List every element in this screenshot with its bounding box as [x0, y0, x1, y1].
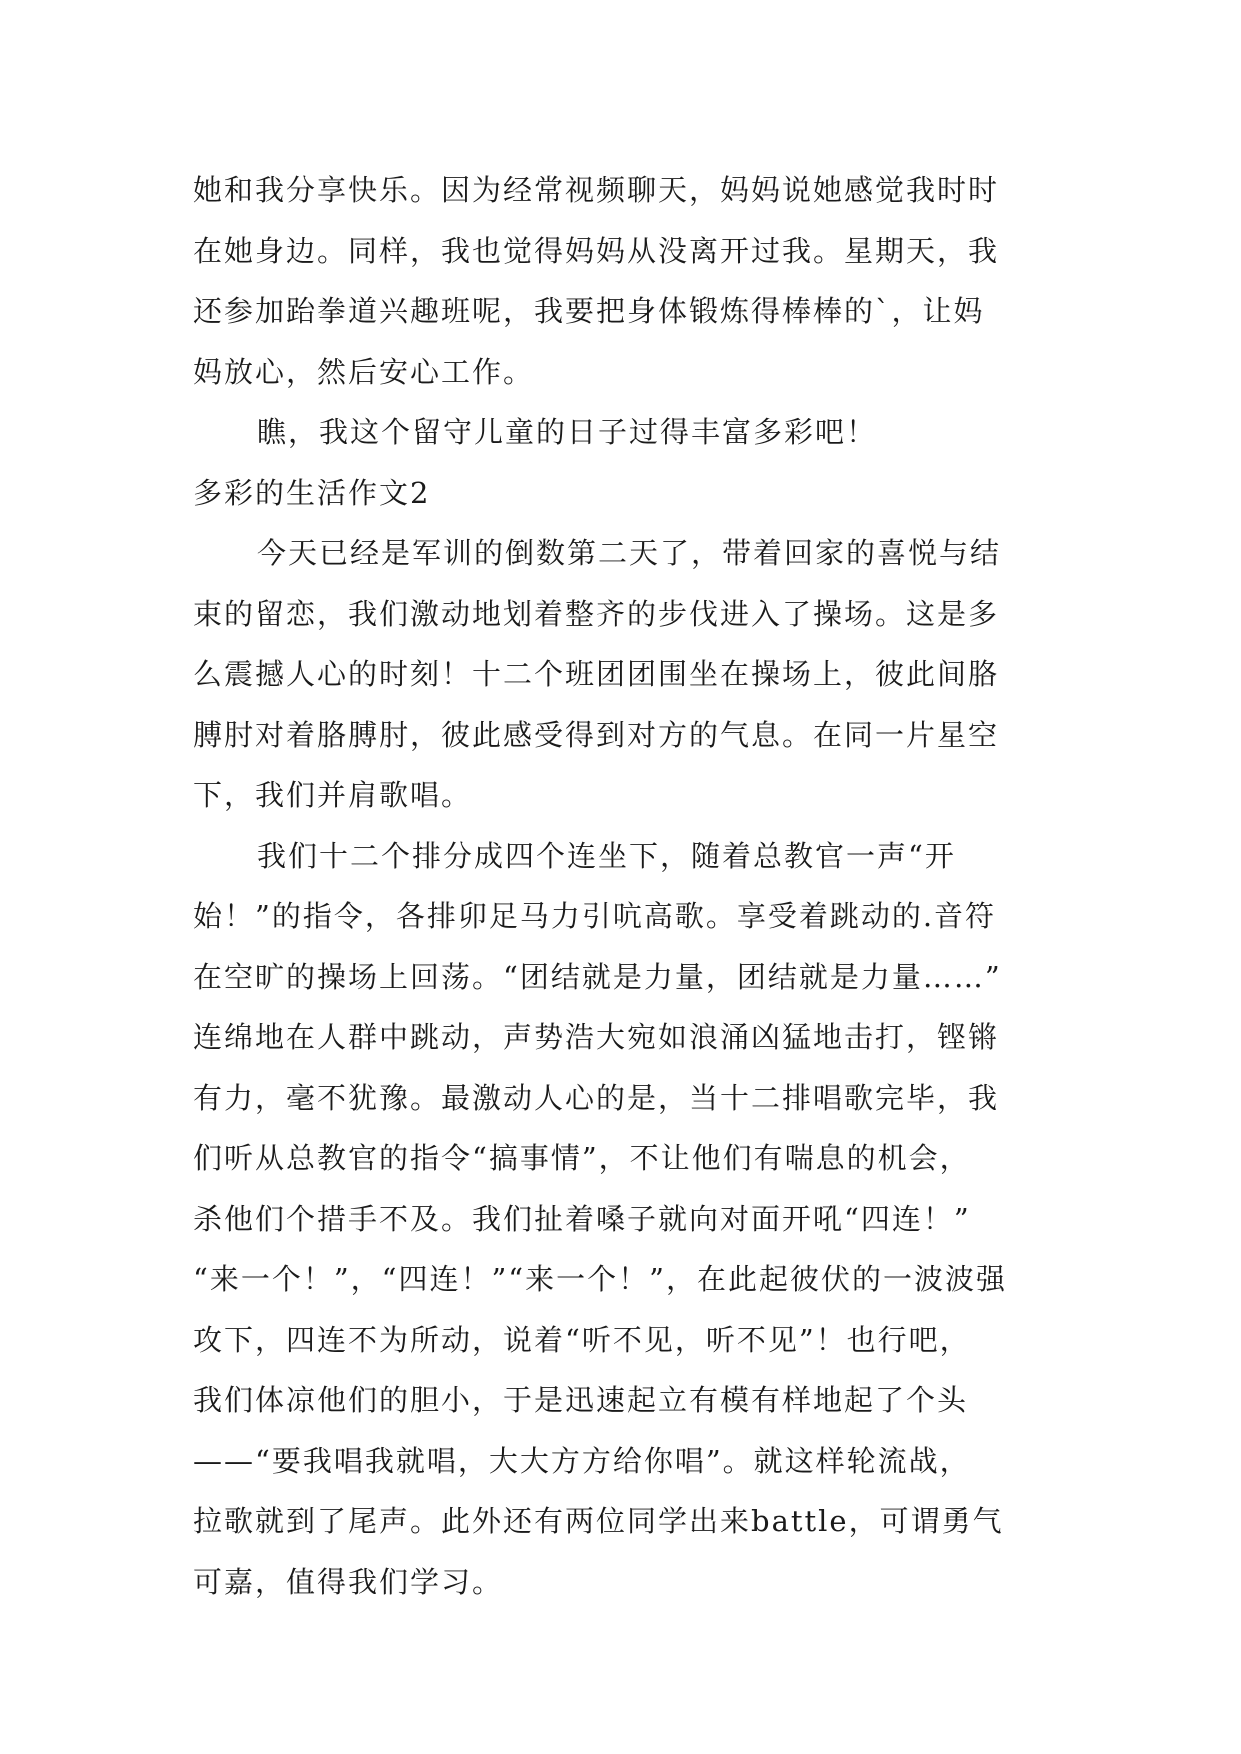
text-line: 连绵地在人群中跳动，声势浩大宛如浪涌凶猛地击打，铿锵 [193, 1020, 1000, 1054]
text-line: 在空旷的操场上回荡。“团结就是力量，团结就是力量……” [193, 959, 1002, 994]
text-line: 始！”的指令，各排卯足马力引吭高歌。享受着跳动的.音符 [193, 899, 997, 933]
text-line: ——“要我唱我就唱，大大方方给你唱”。就这样轮流战， [193, 1443, 971, 1478]
section-heading: 多彩的生活作文2 [193, 475, 431, 510]
text-line: 今天已经是军训的倒数第二天了，带着回家的喜悦与结 [257, 536, 1002, 570]
text-line: 瞧，我这个留守儿童的日子过得丰富多彩吧！ [257, 415, 878, 449]
text-line: “来一个！”，“四连！”“来一个！”，在此起彼伏的一波波强 [193, 1262, 1007, 1296]
text-line: 她和我分享快乐。因为经常视频聊天，妈妈说她感觉我时时 [193, 173, 1000, 207]
text-line: 有力，毫不犹豫。最激动人心的是，当十二排唱歌完毕，我 [193, 1080, 1000, 1115]
text-line: 攻下，四连不为所动，说着“听不见，听不见”！也行吧， [193, 1322, 971, 1357]
text-line: 们听从总教官的指令“搞事情”，不让他们有喘息的机会， [193, 1141, 971, 1175]
text-line: 我们十二个排分成四个连坐下，随着总教官一声“开 [257, 838, 956, 873]
document-body [193, 160, 1053, 1612]
text-line: 么震撼人心的时刻！十二个班团团围坐在操场上，彼此间胳 [193, 657, 1000, 691]
text-line: 还参加跆拳道兴趣班呢，我要把身体锻炼得棒棒的`，让妈 [193, 294, 985, 328]
text-line: 可嘉，值得我们学习。 [193, 1564, 504, 1599]
text-line: 下，我们并肩歌唱。 [193, 778, 473, 812]
text-line: 膊肘对着胳膊肘，彼此感受得到对方的气息。在同一片星空 [193, 717, 1000, 752]
text-line: 妈放心，然后安心工作。 [193, 354, 535, 389]
text-line: 杀他们个措手不及。我们扯着嗓子就向对面开吼“四连！” [193, 1201, 971, 1236]
text-line: 在她身边。同样，我也觉得妈妈从没离开过我。星期天，我 [193, 233, 1000, 268]
text-line: 拉歌就到了尾声。此外还有两位同学出来battle，可谓勇气 [193, 1504, 1004, 1538]
text-line: 束的留恋，我们激动地划着整齐的步伐进入了操场。这是多 [193, 596, 1000, 631]
text-line: 我们体凉他们的胆小，于是迅速起立有模有样地起了个头 [193, 1383, 969, 1417]
